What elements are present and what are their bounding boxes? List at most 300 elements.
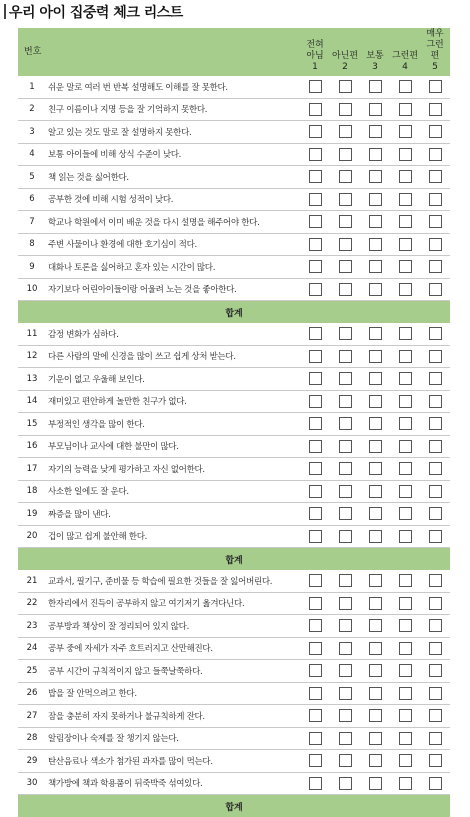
checkbox-cell	[300, 637, 330, 660]
item-number: 10	[18, 278, 46, 301]
checkbox-option-4[interactable]	[399, 754, 412, 767]
checkbox-option-5[interactable]	[429, 193, 442, 206]
checkbox-option-5[interactable]	[429, 664, 442, 677]
checkbox-option-3[interactable]	[369, 372, 382, 385]
checkbox-option-2[interactable]	[339, 440, 352, 453]
checkbox-cell	[420, 256, 450, 279]
checkbox-option-2[interactable]	[339, 709, 352, 722]
item-number: 25	[18, 660, 46, 683]
checkbox-cell	[360, 368, 390, 391]
table-row	[18, 592, 450, 615]
option-label: 아닌편	[330, 51, 360, 62]
checkbox-option-5[interactable]	[429, 283, 442, 296]
checkbox-option-1[interactable]	[309, 170, 322, 183]
checkbox-option-1[interactable]	[309, 148, 322, 161]
table-row	[18, 413, 450, 436]
checkbox-option-1[interactable]	[309, 530, 322, 543]
checkbox-option-5[interactable]	[429, 395, 442, 408]
checkbox-option-4[interactable]	[399, 777, 412, 790]
checkbox-option-1[interactable]	[309, 395, 322, 408]
checkbox-option-4[interactable]	[399, 417, 412, 430]
item-number: 30	[18, 772, 46, 795]
checkbox-cell	[330, 503, 360, 526]
checkbox-option-2[interactable]	[339, 462, 352, 475]
checkbox-cell	[390, 750, 420, 773]
checkbox-option-2[interactable]	[339, 574, 352, 587]
checkbox-cell	[360, 278, 390, 301]
checkbox-cell	[330, 772, 360, 795]
header-number: 번호	[18, 28, 300, 76]
checkbox-option-3[interactable]	[369, 215, 382, 228]
checkbox-option-1[interactable]	[309, 327, 322, 340]
checkbox-option-5[interactable]	[429, 125, 442, 138]
option-label: 보통	[360, 51, 390, 62]
checkbox-option-5[interactable]	[429, 148, 442, 161]
checkbox-cell	[300, 413, 330, 436]
checkbox-option-1[interactable]	[309, 462, 322, 475]
checkbox-option-2[interactable]	[339, 777, 352, 790]
checkbox-cell	[360, 705, 390, 728]
checkbox-option-4[interactable]	[399, 440, 412, 453]
checkbox-option-1[interactable]	[309, 485, 322, 498]
checkbox-cell	[300, 76, 330, 98]
item-number: 24	[18, 637, 46, 660]
checkbox-option-4[interactable]	[399, 372, 412, 385]
checkbox-cell	[360, 98, 390, 121]
table-row	[18, 211, 450, 234]
checkbox-option-4[interactable]	[399, 530, 412, 543]
checkbox-option-4[interactable]	[399, 80, 412, 93]
checkbox-option-2[interactable]	[339, 238, 352, 251]
table-row	[18, 233, 450, 256]
checkbox-cell	[330, 233, 360, 256]
checkbox-cell	[390, 727, 420, 750]
checkbox-option-4[interactable]	[399, 687, 412, 700]
checkbox-option-1[interactable]	[309, 709, 322, 722]
checkbox-cell	[360, 413, 390, 436]
checkbox-cell	[390, 233, 420, 256]
checkbox-option-4[interactable]	[399, 507, 412, 520]
checkbox-cell	[300, 525, 330, 548]
checkbox-cell	[420, 503, 450, 526]
item-number: 8	[18, 233, 46, 256]
checkbox-option-4[interactable]	[399, 125, 412, 138]
checkbox-cell	[300, 188, 330, 211]
item-text: 한자리에서 진득이 공부하지 않고 여기저기 옮겨다닌다.	[46, 592, 300, 615]
checkbox-option-1[interactable]	[309, 507, 322, 520]
checkbox-option-3[interactable]	[369, 417, 382, 430]
checkbox-option-2[interactable]	[339, 327, 352, 340]
item-text: 책가방에 책과 학용품이 뒤죽박죽 섞여있다.	[46, 772, 300, 795]
total-row	[18, 301, 450, 324]
item-number: 20	[18, 525, 46, 548]
checkbox-cell	[390, 166, 420, 189]
checkbox-option-2[interactable]	[339, 485, 352, 498]
checkbox-option-4[interactable]	[399, 327, 412, 340]
option-label: 전혀 아님	[306, 40, 324, 62]
checkbox-cell	[300, 727, 330, 750]
checkbox-option-1[interactable]	[309, 125, 322, 138]
checklist-body	[18, 76, 450, 817]
table-row	[18, 166, 450, 189]
checkbox-option-1[interactable]	[309, 350, 322, 363]
checkbox-option-3[interactable]	[369, 687, 382, 700]
option-score: 1	[300, 62, 330, 73]
item-number: 27	[18, 705, 46, 728]
item-text: 기운이 없고 우울해 보인다.	[46, 368, 300, 391]
checkbox-option-3[interactable]	[369, 709, 382, 722]
checkbox-option-5[interactable]	[429, 619, 442, 632]
checkbox-option-2[interactable]	[339, 170, 352, 183]
checkbox-option-3[interactable]	[369, 193, 382, 206]
checkbox-cell	[360, 323, 390, 345]
checkbox-option-3[interactable]	[369, 642, 382, 655]
checkbox-option-5[interactable]	[429, 777, 442, 790]
item-number: 5	[18, 166, 46, 189]
item-text: 다른 사람의 말에 신경을 많이 쓰고 쉽게 상처 받는다.	[46, 345, 300, 368]
checkbox-cell	[390, 637, 420, 660]
item-text: 탄산음료나 색소가 첨가된 과자를 많이 먹는다.	[46, 750, 300, 773]
checkbox-option-2[interactable]	[339, 664, 352, 677]
table-row	[18, 682, 450, 705]
checkbox-option-1[interactable]	[309, 619, 322, 632]
checkbox-option-4[interactable]	[399, 485, 412, 498]
item-text: 재미있고 편안하게 놀만한 친구가 없다.	[46, 390, 300, 413]
checkbox-option-3[interactable]	[369, 283, 382, 296]
checkbox-option-3[interactable]	[369, 732, 382, 745]
checkbox-option-3[interactable]	[369, 80, 382, 93]
checkbox-option-5[interactable]	[429, 597, 442, 610]
checkbox-cell	[420, 458, 450, 481]
checkbox-option-5[interactable]	[429, 170, 442, 183]
checkbox-cell	[300, 660, 330, 683]
checkbox-option-5[interactable]	[429, 574, 442, 587]
checkbox-cell	[420, 323, 450, 345]
checkbox-cell	[330, 570, 360, 592]
checkbox-cell	[420, 98, 450, 121]
checkbox-option-3[interactable]	[369, 395, 382, 408]
checkbox-cell	[330, 682, 360, 705]
checkbox-option-1[interactable]	[309, 417, 322, 430]
checkbox-option-2[interactable]	[339, 530, 352, 543]
checkbox-option-5[interactable]	[429, 642, 442, 655]
checkbox-option-3[interactable]	[369, 597, 382, 610]
item-text: 책 읽는 것을 싫어한다.	[46, 166, 300, 189]
checkbox-option-4[interactable]	[399, 260, 412, 273]
checkbox-cell	[390, 143, 420, 166]
checkbox-option-1[interactable]	[309, 372, 322, 385]
checkbox-cell	[330, 727, 360, 750]
item-text: 알림장이나 숙제를 잘 챙기지 않는다.	[46, 727, 300, 750]
checkbox-option-1[interactable]	[309, 215, 322, 228]
table-row	[18, 323, 450, 345]
checkbox-option-3[interactable]	[369, 238, 382, 251]
item-number: 22	[18, 592, 46, 615]
checkbox-cell	[330, 592, 360, 615]
checkbox-option-1[interactable]	[309, 687, 322, 700]
checkbox-cell	[390, 458, 420, 481]
checkbox-cell	[300, 458, 330, 481]
checkbox-option-1[interactable]	[309, 732, 322, 745]
checkbox-cell	[330, 211, 360, 234]
checkbox-cell	[300, 345, 330, 368]
item-number: 29	[18, 750, 46, 773]
checkbox-cell	[360, 750, 390, 773]
checkbox-cell	[300, 615, 330, 638]
checkbox-option-2[interactable]	[339, 732, 352, 745]
item-number: 17	[18, 458, 46, 481]
checkbox-option-4[interactable]	[399, 215, 412, 228]
checkbox-option-2[interactable]	[339, 193, 352, 206]
checkbox-option-1[interactable]	[309, 777, 322, 790]
checkbox-option-2[interactable]	[339, 103, 352, 116]
checkbox-option-4[interactable]	[399, 574, 412, 587]
checkbox-option-1[interactable]	[309, 642, 322, 655]
checkbox-option-2[interactable]	[339, 260, 352, 273]
checkbox-option-1[interactable]	[309, 103, 322, 116]
checkbox-option-5[interactable]	[429, 417, 442, 430]
item-number: 9	[18, 256, 46, 279]
checkbox-option-5[interactable]	[429, 327, 442, 340]
checkbox-option-5[interactable]	[429, 260, 442, 273]
checkbox-option-3[interactable]	[369, 350, 382, 363]
table-row	[18, 637, 450, 660]
checkbox-cell	[390, 525, 420, 548]
checkbox-option-4[interactable]	[399, 619, 412, 632]
item-text: 보통 아이들에 비해 상식 수준이 낮다.	[46, 143, 300, 166]
item-text: 감정 변화가 심하다.	[46, 323, 300, 345]
checkbox-option-3[interactable]	[369, 530, 382, 543]
checkbox-option-2[interactable]	[339, 417, 352, 430]
checkbox-option-1[interactable]	[309, 664, 322, 677]
checkbox-option-5[interactable]	[429, 80, 442, 93]
checkbox-option-1[interactable]	[309, 597, 322, 610]
checkbox-option-4[interactable]	[399, 148, 412, 161]
checkbox-option-2[interactable]	[339, 80, 352, 93]
checkbox-option-2[interactable]	[339, 283, 352, 296]
checkbox-cell	[420, 413, 450, 436]
checkbox-cell	[360, 727, 390, 750]
item-number: 16	[18, 435, 46, 458]
item-text: 공부방과 책상이 잘 정리되어 있지 않다.	[46, 615, 300, 638]
checkbox-option-5[interactable]	[429, 462, 442, 475]
checkbox-cell	[360, 772, 390, 795]
checkbox-cell	[300, 503, 330, 526]
checkbox-cell	[420, 166, 450, 189]
checkbox-cell	[330, 480, 360, 503]
checkbox-option-4[interactable]	[399, 350, 412, 363]
item-number: 7	[18, 211, 46, 234]
item-text: 공부 시간이 규칙적이지 않고 들쭉날쭉하다.	[46, 660, 300, 683]
checkbox-cell	[390, 480, 420, 503]
checkbox-option-3[interactable]	[369, 103, 382, 116]
checkbox-cell	[330, 76, 360, 98]
checkbox-option-2[interactable]	[339, 642, 352, 655]
checkbox-cell	[300, 480, 330, 503]
checkbox-cell	[300, 143, 330, 166]
item-text: 알고 있는 것도 말로 잘 설명하지 못한다.	[46, 121, 300, 144]
checkbox-cell	[420, 143, 450, 166]
checkbox-option-3[interactable]	[369, 574, 382, 587]
checkbox-cell	[390, 772, 420, 795]
checkbox-cell	[420, 345, 450, 368]
checkbox-option-4[interactable]	[399, 193, 412, 206]
table-row	[18, 660, 450, 683]
checkbox-option-4[interactable]	[399, 238, 412, 251]
checkbox-option-3[interactable]	[369, 664, 382, 677]
checkbox-option-3[interactable]	[369, 619, 382, 632]
table-row	[18, 503, 450, 526]
checkbox-cell	[420, 750, 450, 773]
checkbox-option-2[interactable]	[339, 350, 352, 363]
total-row	[18, 548, 450, 571]
checkbox-cell	[330, 188, 360, 211]
checkbox-cell	[300, 166, 330, 189]
checkbox-option-2[interactable]	[339, 125, 352, 138]
checkbox-option-3[interactable]	[369, 125, 382, 138]
checkbox-option-3[interactable]	[369, 462, 382, 475]
checkbox-cell	[420, 705, 450, 728]
checkbox-cell	[330, 166, 360, 189]
checkbox-cell	[390, 345, 420, 368]
checkbox-cell	[330, 368, 360, 391]
checkbox-option-4[interactable]	[399, 103, 412, 116]
table-row	[18, 143, 450, 166]
option-label: 그런편	[390, 51, 420, 62]
checkbox-option-1[interactable]	[309, 440, 322, 453]
checkbox-option-5[interactable]	[429, 440, 442, 453]
checkbox-option-5[interactable]	[429, 709, 442, 722]
table-row	[18, 121, 450, 144]
checkbox-option-1[interactable]	[309, 260, 322, 273]
checkbox-option-5[interactable]	[429, 372, 442, 385]
option-score: 2	[330, 62, 360, 73]
checkbox-option-3[interactable]	[369, 754, 382, 767]
checkbox-option-5[interactable]	[429, 215, 442, 228]
item-number: 23	[18, 615, 46, 638]
checkbox-cell	[330, 121, 360, 144]
checkbox-option-3[interactable]	[369, 507, 382, 520]
checkbox-option-4[interactable]	[399, 642, 412, 655]
checkbox-cell	[360, 390, 390, 413]
checkbox-option-5[interactable]	[429, 530, 442, 543]
checkbox-cell	[420, 278, 450, 301]
checkbox-cell	[390, 435, 420, 458]
checkbox-option-1[interactable]	[309, 283, 322, 296]
checkbox-cell	[390, 705, 420, 728]
checkbox-cell	[360, 256, 390, 279]
checkbox-option-5[interactable]	[429, 687, 442, 700]
table-row	[18, 705, 450, 728]
checkbox-option-2[interactable]	[339, 597, 352, 610]
checkbox-cell	[300, 368, 330, 391]
checkbox-option-3[interactable]	[369, 148, 382, 161]
table-row	[18, 750, 450, 773]
checkbox-option-2[interactable]	[339, 687, 352, 700]
checkbox-cell	[360, 188, 390, 211]
checkbox-cell	[300, 323, 330, 345]
item-number: 6	[18, 188, 46, 211]
checkbox-cell	[330, 637, 360, 660]
item-text: 자기보다 어린아이들이랑 어울려 노는 것을 좋아한다.	[46, 278, 300, 301]
checkbox-cell	[360, 233, 390, 256]
checkbox-option-1[interactable]	[309, 238, 322, 251]
item-text: 교과서, 필기구, 준비물 등 학습에 필요한 것들을 잘 잃어버린다.	[46, 570, 300, 592]
checkbox-cell	[330, 660, 360, 683]
checkbox-option-2[interactable]	[339, 619, 352, 632]
checkbox-option-1[interactable]	[309, 193, 322, 206]
checkbox-cell	[360, 143, 390, 166]
header-option-1	[300, 28, 330, 76]
checkbox-option-3[interactable]	[369, 440, 382, 453]
checkbox-cell	[330, 143, 360, 166]
item-number: 1	[18, 76, 46, 98]
checkbox-cell	[420, 637, 450, 660]
item-text: 공부한 것에 비해 시험 성적이 낮다.	[46, 188, 300, 211]
item-text: 사소한 일에도 잘 운다.	[46, 480, 300, 503]
checkbox-option-1[interactable]	[309, 80, 322, 93]
total-label: 합계	[18, 548, 450, 571]
checkbox-option-4[interactable]	[399, 170, 412, 183]
checkbox-cell	[330, 323, 360, 345]
header-option-3	[360, 28, 390, 76]
option-score: 5	[420, 62, 450, 73]
checkbox-option-3[interactable]	[369, 777, 382, 790]
item-number: 28	[18, 727, 46, 750]
checkbox-cell	[420, 592, 450, 615]
checkbox-cell	[390, 323, 420, 345]
checkbox-cell	[300, 256, 330, 279]
checkbox-option-3[interactable]	[369, 170, 382, 183]
table-row	[18, 188, 450, 211]
checkbox-option-4[interactable]	[399, 597, 412, 610]
checkbox-option-4[interactable]	[399, 283, 412, 296]
item-number: 13	[18, 368, 46, 391]
checkbox-option-5[interactable]	[429, 238, 442, 251]
checkbox-option-5[interactable]	[429, 754, 442, 767]
checkbox-option-5[interactable]	[429, 350, 442, 363]
checkbox-option-3[interactable]	[369, 260, 382, 273]
checkbox-option-4[interactable]	[399, 462, 412, 475]
checkbox-option-2[interactable]	[339, 372, 352, 385]
checkbox-option-5[interactable]	[429, 732, 442, 745]
checkbox-option-2[interactable]	[339, 395, 352, 408]
total-row	[18, 795, 450, 817]
checkbox-option-4[interactable]	[399, 732, 412, 745]
checkbox-cell	[360, 525, 390, 548]
checkbox-option-2[interactable]	[339, 507, 352, 520]
checkbox-option-4[interactable]	[399, 709, 412, 722]
checkbox-option-4[interactable]	[399, 664, 412, 677]
item-number: 26	[18, 682, 46, 705]
checkbox-option-2[interactable]	[339, 754, 352, 767]
checkbox-option-4[interactable]	[399, 395, 412, 408]
checkbox-option-1[interactable]	[309, 754, 322, 767]
checkbox-option-3[interactable]	[369, 327, 382, 340]
checkbox-option-3[interactable]	[369, 485, 382, 498]
checkbox-option-5[interactable]	[429, 507, 442, 520]
checkbox-option-2[interactable]	[339, 148, 352, 161]
checkbox-option-5[interactable]	[429, 103, 442, 116]
item-text: 부모님이나 교사에 대한 불만이 많다.	[46, 435, 300, 458]
checkbox-option-5[interactable]	[429, 485, 442, 498]
checkbox-option-2[interactable]	[339, 215, 352, 228]
header-option-5	[420, 28, 450, 76]
checkbox-cell	[330, 98, 360, 121]
checkbox-cell	[360, 211, 390, 234]
checkbox-cell	[360, 166, 390, 189]
checkbox-option-1[interactable]	[309, 574, 322, 587]
